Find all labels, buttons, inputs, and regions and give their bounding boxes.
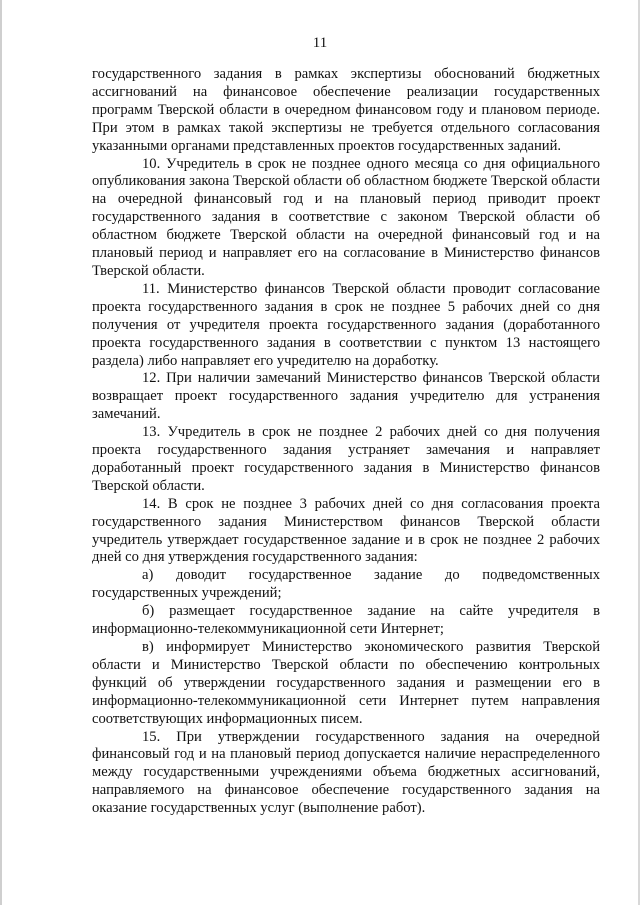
paragraph-11: 11. Министерство финансов Тверской области проводит согласование проекта государственного задания в срок не позднее 5 рабочих дней со дня получения от учредителя проекта государственного задания (доработанного проекта государственного задания в соответствии с пунктом 13 настоящего раздела) либо направляет его учредителю на доработку. [92, 280, 600, 369]
paragraph-13: 13. Учредитель в срок не позднее 2 рабочих дней со дня получения проекта государственного задания устраняет замечания и направляет доработанный проект государственного задания в Министерство финансов Тверской области. [92, 424, 600, 494]
list-item-b: б) размещает государственное задание на сайте учредителя в информационно-телекоммуникационной сети Интернет; [92, 603, 600, 638]
scan-left-edge [0, 0, 2, 905]
page-number: 11 [312, 35, 328, 51]
list-item-a: а) доводит государственное задание до подведомственных государственных учреждений; [92, 567, 600, 602]
paragraph-14: 14. В срок не позднее 3 рабочих дней со дня согласования проекта государственного задания Министерством финансов Тверской области учредитель утверждает государственное задание и в срок не позднее 2 рабочих дней со дня утверждения государственного задания: [92, 495, 600, 566]
paragraph-continuation: государственного задания в рамках экспертизы обоснований бюджетных ассигнований на финансовое обеспечение реализации государственных программ Тверской области в очередном финансовом году и плановом периоде. При этом в рамках такой экспертизы не требуется отдельного согласования указанными органами представленных проектов государственных заданий. [92, 66, 600, 154]
document-body [92, 66, 600, 818]
list-item-v: в) информирует Министерство экономического развития Тверской области и Министерство Тверской области по обеспечению контрольных функций об утверждении государственного задания и размещении его в информационно-телекоммуникационной сети Интернет путем направления соответствующих информационных писем. [92, 639, 600, 727]
paragraph-10: 10. Учредитель в срок не позднее одного месяца со дня официального опубликования закона Тверской области об областном бюджете Тверской области на очередной финансовый год и на плановый период приводит проект государственного задания в соответствие с законом Тверской области об областном бюджете Тверской области на очередной финансовый год и на плановый период и направляет его на согласование в Министерство финансов Тверской области. [92, 155, 600, 279]
paragraph-12: 12. При наличии замечаний Министерство финансов Тверской области возвращает проект государственного задания учредителю для устранения замечаний. [92, 370, 600, 423]
paragraph-15: 15. При утверждении государственного задания на очередной финансовый год и на плановый период допускается наличие нераспределенного между государственными учреждениями объема бюджетных ассигнований, направляемого на финансовое обеспечение государственного задания на оказание государственных услуг (выполнение работ). [92, 728, 600, 817]
